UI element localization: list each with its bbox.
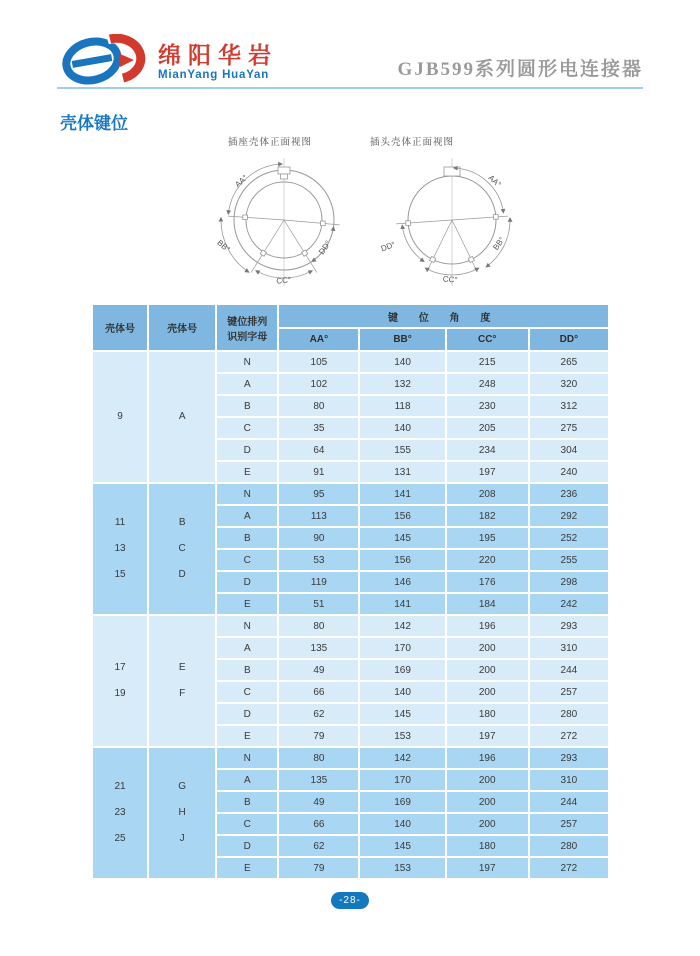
shell-number-cell-value: 21 (114, 781, 126, 792)
angle-value-cell: 146 (359, 571, 445, 593)
angle-value-cell: 35 (278, 417, 359, 439)
angle-value-cell: 66 (278, 813, 359, 835)
angle-value-cell: 90 (278, 527, 359, 549)
angle-value-cell: 196 (446, 615, 529, 637)
angle-value-cell: 310 (529, 637, 609, 659)
angle-value-cell: 140 (359, 351, 445, 373)
shell-number-cell-value: 13 (114, 543, 126, 554)
socket-angle-cc-label: CC° (275, 275, 292, 286)
plug-angle-aa-label: AA° (486, 173, 503, 190)
angle-value-cell: 135 (278, 769, 359, 791)
angle-value-cell: 200 (446, 659, 529, 681)
angle-value-cell: 205 (446, 417, 529, 439)
shell-number-cell-value: 15 (114, 569, 126, 580)
angle-value-cell: 200 (446, 791, 529, 813)
key-code-cell: B (216, 395, 278, 417)
table-row (92, 351, 609, 373)
angle-value-cell: 197 (446, 857, 529, 879)
section-title: 壳体键位 (60, 114, 128, 133)
key-code-cell: E (216, 725, 278, 747)
angle-value-cell: 215 (446, 351, 529, 373)
shell-number-cell-value: 9 (117, 411, 123, 422)
angle-value-cell: 141 (359, 483, 445, 505)
angle-value-cell: 272 (529, 725, 609, 747)
key-code-cell: B (216, 527, 278, 549)
key-code-cell: N (216, 747, 278, 769)
document-title: GJB599系列圆形电连接器 (397, 59, 643, 80)
socket-view-label: 插座壳体正面视图 (228, 137, 313, 148)
angle-value-cell: 169 (359, 791, 445, 813)
shell-number-cell-value: 11 (114, 517, 126, 528)
shell-letter-cell-value: E (178, 662, 186, 673)
angle-value-cell: 196 (446, 747, 529, 769)
col-header-key-angle-group: 键 位 角 度 (278, 304, 609, 328)
shell-letter-cell-value: B (178, 517, 186, 528)
shell-letter-cell-value: J (179, 833, 185, 844)
angle-value-cell: 176 (446, 571, 529, 593)
angle-value-cell: 292 (529, 505, 609, 527)
angle-value-cell: 132 (359, 373, 445, 395)
angle-value-cell: 105 (278, 351, 359, 373)
angle-value-cell: 91 (278, 461, 359, 483)
table-row (92, 615, 609, 637)
angle-value-cell: 141 (359, 593, 445, 615)
shell-letter-cell-value: G (178, 781, 187, 792)
angle-value-cell: 170 (359, 769, 445, 791)
angle-value-cell: 80 (278, 395, 359, 417)
shell-number-cell (92, 483, 148, 615)
angle-value-cell: 131 (359, 461, 445, 483)
col-header-aa: AA° (278, 328, 359, 351)
key-code-cell: A (216, 505, 278, 527)
shell-number-cell-value: 19 (114, 688, 126, 699)
shell-letter-cell (148, 615, 216, 747)
socket-angle-bb-label: BB° (215, 238, 232, 254)
angle-value-cell: 49 (278, 791, 359, 813)
angle-value-cell: 79 (278, 857, 359, 879)
angle-value-cell: 119 (278, 571, 359, 593)
plug-view-label: 插头壳体正面视图 (370, 137, 455, 148)
shell-letter-cell (148, 351, 216, 483)
shell-number-cell-value: 17 (114, 662, 126, 673)
angle-value-cell: 145 (359, 835, 445, 857)
angle-value-cell: 298 (529, 571, 609, 593)
angle-value-cell: 293 (529, 615, 609, 637)
logo-name-en: MianYang HuaYan (158, 69, 270, 81)
angle-value-cell: 312 (529, 395, 609, 417)
angle-value-cell: 155 (359, 439, 445, 461)
col-header-bb: BB° (359, 328, 445, 351)
angle-value-cell: 142 (359, 747, 445, 769)
angle-value-cell: 169 (359, 659, 445, 681)
plug-front-view-diagram (374, 150, 529, 298)
key-code-cell: E (216, 593, 278, 615)
angle-value-cell: 53 (278, 549, 359, 571)
angle-value-cell: 248 (446, 373, 529, 395)
angle-value-cell: 275 (529, 417, 609, 439)
shell-number-cell (92, 747, 148, 879)
col-header-shell-letter: 壳体号 (148, 304, 216, 351)
shell-letter-cell-value: F (179, 688, 186, 699)
angle-value-cell: 200 (446, 681, 529, 703)
key-code-cell: C (216, 417, 278, 439)
angle-value-cell: 156 (359, 505, 445, 527)
key-code-cell: E (216, 857, 278, 879)
angle-value-cell: 182 (446, 505, 529, 527)
table-row (92, 747, 609, 769)
angle-value-cell: 195 (446, 527, 529, 549)
col-header-key-code-line2: 识别字母 (227, 331, 268, 343)
col-header-key-code-line1: 键位排列 (227, 316, 268, 328)
key-code-cell: C (216, 813, 278, 835)
key-code-cell: A (216, 373, 278, 395)
angle-value-cell: 180 (446, 703, 529, 725)
angle-value-cell: 145 (359, 703, 445, 725)
key-code-cell: D (216, 703, 278, 725)
angle-value-cell: 310 (529, 769, 609, 791)
shell-number-cell (92, 615, 148, 747)
key-code-cell: N (216, 615, 278, 637)
angle-value-cell: 51 (278, 593, 359, 615)
angle-value-cell: 62 (278, 835, 359, 857)
key-code-cell: A (216, 769, 278, 791)
angle-value-cell: 242 (529, 593, 609, 615)
shell-letter-cell-value: C (178, 543, 186, 554)
key-code-cell: C (216, 681, 278, 703)
angle-value-cell: 280 (529, 835, 609, 857)
key-code-cell: A (216, 637, 278, 659)
plug-angle-dd-label: DD° (379, 239, 397, 254)
shell-letter-cell-value: A (178, 411, 186, 422)
angle-value-cell: 118 (359, 395, 445, 417)
angle-value-cell: 142 (359, 615, 445, 637)
angle-value-cell: 208 (446, 483, 529, 505)
angle-value-cell: 95 (278, 483, 359, 505)
angle-value-cell: 180 (446, 835, 529, 857)
angle-value-cell: 62 (278, 703, 359, 725)
angle-value-cell: 170 (359, 637, 445, 659)
angle-value-cell: 230 (446, 395, 529, 417)
key-code-cell: N (216, 351, 278, 373)
shell-letter-cell-value: D (178, 569, 186, 580)
shell-letter-cell (148, 747, 216, 879)
shell-number-cell (92, 351, 148, 483)
col-header-cc: CC° (446, 328, 529, 351)
angle-value-cell: 200 (446, 637, 529, 659)
angle-value-cell: 200 (446, 813, 529, 835)
shell-number-cell-value: 23 (114, 807, 126, 818)
angle-value-cell: 197 (446, 461, 529, 483)
col-header-key-code (216, 304, 278, 351)
key-code-cell: B (216, 659, 278, 681)
angle-value-cell: 236 (529, 483, 609, 505)
key-code-cell: D (216, 835, 278, 857)
key-code-cell: N (216, 483, 278, 505)
shell-number-cell-value: 25 (114, 833, 126, 844)
angle-value-cell: 145 (359, 527, 445, 549)
angle-value-cell: 320 (529, 373, 609, 395)
table-row (92, 483, 609, 505)
angle-value-cell: 257 (529, 681, 609, 703)
key-position-table (91, 303, 610, 880)
angle-value-cell: 79 (278, 725, 359, 747)
plug-angle-cc-label: CC° (442, 274, 458, 285)
angle-value-cell: 80 (278, 747, 359, 769)
shell-letter-cell (148, 483, 216, 615)
col-header-shell-number: 壳体号 (92, 304, 148, 351)
angle-value-cell: 244 (529, 791, 609, 813)
angle-value-cell: 293 (529, 747, 609, 769)
shell-letter-cell-value: H (178, 807, 186, 818)
angle-value-cell: 64 (278, 439, 359, 461)
angle-value-cell: 140 (359, 417, 445, 439)
angle-value-cell: 265 (529, 351, 609, 373)
angle-value-cell: 140 (359, 813, 445, 835)
company-logo-icon (60, 34, 152, 91)
angle-value-cell: 153 (359, 857, 445, 879)
page-number-badge: -28- (331, 892, 369, 909)
angle-value-cell: 220 (446, 549, 529, 571)
angle-value-cell: 49 (278, 659, 359, 681)
angle-value-cell: 184 (446, 593, 529, 615)
socket-angle-dd-label: DD° (317, 238, 333, 257)
socket-angle-aa-label: AA° (233, 173, 250, 190)
angle-value-cell: 304 (529, 439, 609, 461)
angle-value-cell: 244 (529, 659, 609, 681)
angle-value-cell: 272 (529, 857, 609, 879)
angle-value-cell: 156 (359, 549, 445, 571)
socket-front-view-diagram (206, 150, 361, 298)
key-code-cell: C (216, 549, 278, 571)
key-code-cell: D (216, 439, 278, 461)
angle-value-cell: 252 (529, 527, 609, 549)
angle-value-cell: 135 (278, 637, 359, 659)
key-code-cell: B (216, 791, 278, 813)
header-divider (57, 87, 643, 89)
angle-value-cell: 113 (278, 505, 359, 527)
angle-value-cell: 257 (529, 813, 609, 835)
angle-value-cell: 80 (278, 615, 359, 637)
key-code-cell: E (216, 461, 278, 483)
angle-value-cell: 255 (529, 549, 609, 571)
angle-value-cell: 234 (446, 439, 529, 461)
angle-value-cell: 66 (278, 681, 359, 703)
angle-value-cell: 197 (446, 725, 529, 747)
angle-value-cell: 280 (529, 703, 609, 725)
plug-angle-bb-label: BB° (491, 235, 507, 252)
angle-value-cell: 240 (529, 461, 609, 483)
angle-value-cell: 140 (359, 681, 445, 703)
logo-name-cn: 绵阳华岩 (158, 42, 278, 68)
angle-value-cell: 153 (359, 725, 445, 747)
angle-value-cell: 200 (446, 769, 529, 791)
logo-text (158, 42, 278, 81)
angle-value-cell: 102 (278, 373, 359, 395)
col-header-dd: DD° (529, 328, 609, 351)
key-code-cell: D (216, 571, 278, 593)
